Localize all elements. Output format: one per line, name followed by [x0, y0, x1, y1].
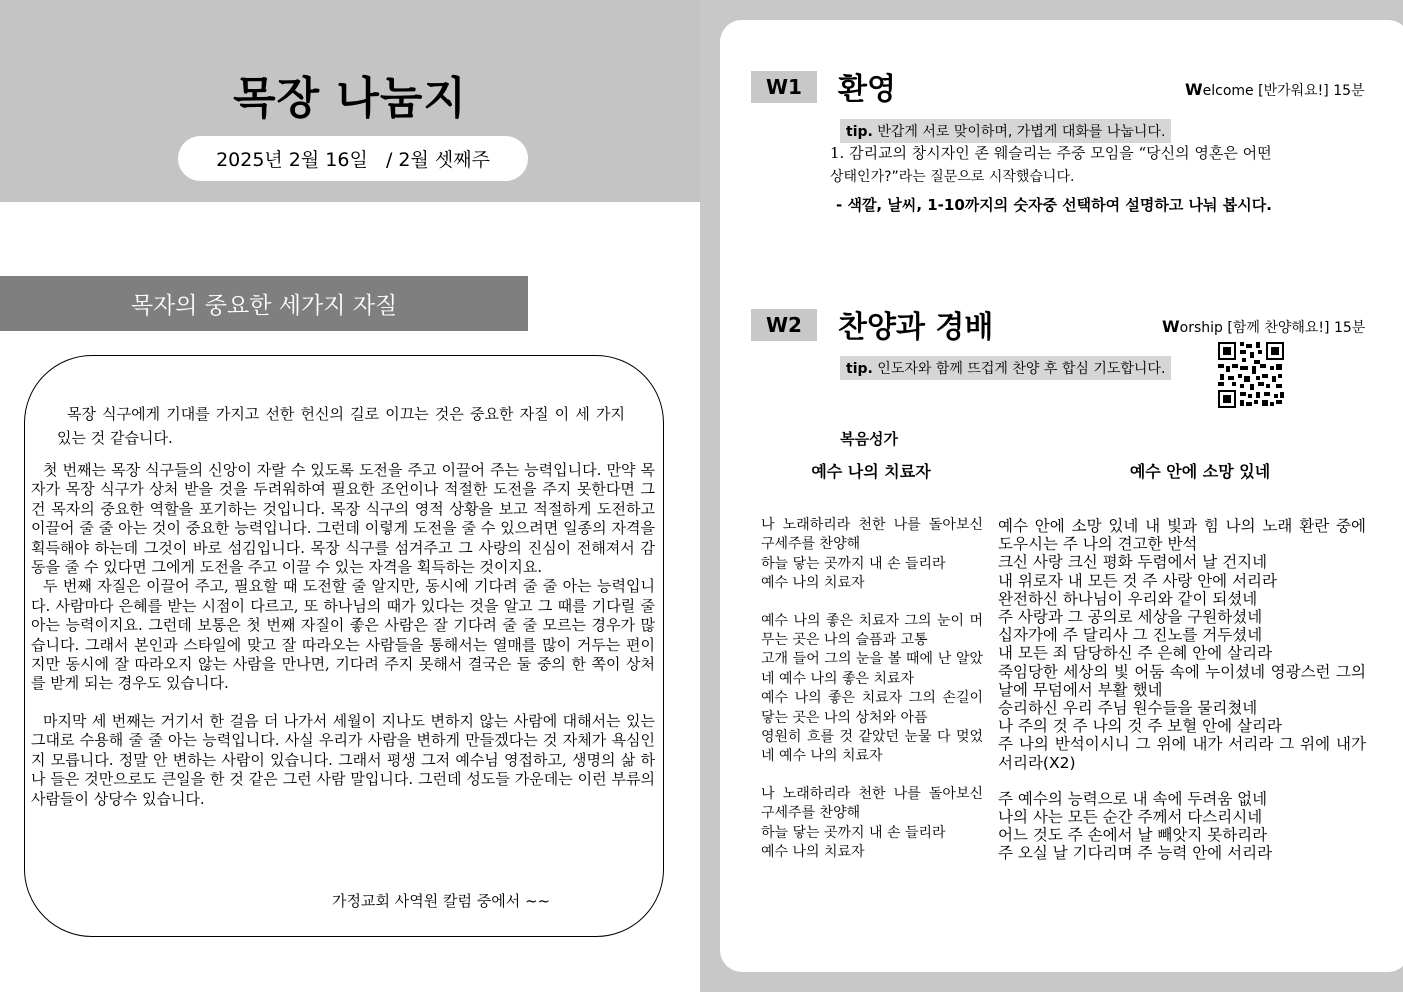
song1-verse-2: 예수 나의 좋은 치료자 그의 눈이 머무는 곳은 나의 슬픔과 고통 고개 들어 그의 눈을 볼 때에 난 알았네 예수 나의 좋은 치료자 예수 나의 좋은 치료자 그의 손길이 닿는 곳은 나의 상처와 아픔 영원히 흐를 것 같았던 눈물 다 멎었네 예수 나의 치료자	[761, 612, 983, 765]
w2-tip-label: tip.	[846, 361, 873, 377]
song2-verse-1: 예수 안에 소망 있네 내 빛과 힘 나의 노래 환란 중에 도우시는 주 나의 견고한 반석 크신 사랑 크신 평화 두렴에서 날 건지네 내 위로자 내 모든 것 주 사랑 안에 서리라 완전하신 하나님이 우리와 같이 되셨네 주 사랑과 그 공의로 세상을 구원하셨네 십자가에 주 달리사 그 진노를 거두셨네 내 모든 죄 담당하신 주 은혜 안에 살리라 죽임당한 세상의 빛 어둠 속에 누이셨네 영광스런 그의 날에 무덤에서 부활 했네 승리하신 우리 주님 원수들을 물리쳤네 나 주의 것 주 나의 것 주 보혈 안에 살리라 주 나의 반석이시니 그 위에 내가 서리라 그 위에 내가 서리라(X2)	[998, 517, 1366, 772]
song2-verse-2: 주 예수의 능력으로 내 속에 두려움 없네 나의 사는 모든 순간 주께서 다스리시네 어느 것도 주 손에서 날 빼앗지 못하리라 주 오실 날 기다리며 주 능력 안에 서리라	[998, 789, 1273, 863]
w2-subtitle	[1162, 317, 1365, 337]
article-body	[31, 402, 655, 809]
qr-code-icon[interactable]	[1216, 340, 1286, 410]
w1-question-line-1: 1. 감리교의 창시자인 존 웨슬리는 주중 모임을 “당신의 영혼은 어떤	[830, 144, 1272, 162]
w2-subtitle-initial: W	[1162, 317, 1180, 336]
w2-title: 찬양과 경배	[838, 310, 994, 345]
article-paragraph-2: 두 번째 자질은 이끌어 주고, 필요할 때 도전할 줄 알지만, 동시에 기다려 줄 줄 아는 능력입니다. 사람마다 은혜를 받는 시점이 다르고, 또 하나님의 때가 있다는 것을 알고 그 때를 기다릴 줄 아는 능력이지요. 그런데 보통은 첫 번째 자질이 좋은 사람은 잘 기다려 줄 줄 모르는 경우가 많습니다. 그래서 본인과 스타일에 맞고 잘 따라오는 사람들을 통해서는 열매를 많이 거두는 편이지만 동시에 잘 따라오지 않는 사람을 만나면, 기다려 주지 못해서 결국은 둘 중의 한 쪽이 상처를 받게 되는 경우도 있습니다.	[31, 577, 655, 693]
article-intro: 목장 식구에게 기대를 가지고 선한 헌신의 길로 이끄는 것은 중요한 자질 이 세 가지 있는 것 같습니다.	[57, 405, 625, 447]
gospel-label: 복음성가	[840, 430, 898, 448]
page-title: 목장 나눔지	[233, 73, 467, 124]
song1-verse-3: 나 노래하리라 천한 나를 돌아보신 구세주를 찬양해 하늘 닿는 곳까지 내 손 들리라 예수 나의 치료자	[761, 785, 983, 861]
w1-badge: W1	[751, 71, 817, 103]
w1-tip-label: tip.	[846, 124, 873, 140]
song2-title: 예수 안에 소망 있네	[1129, 462, 1271, 481]
w2-tip-text: 인도자와 함께 뜨겁게 찬양 후 합심 기도합니다.	[872, 361, 1166, 377]
song2-lyrics	[998, 517, 1366, 881]
w1-guide: - 색깔, 날씨, 1-10까지의 숫자중 선택하여 설명하고 나눠 봅시다.	[836, 196, 1272, 214]
w1-title: 환영	[838, 72, 896, 107]
w1-subtitle-rest: elcome [반가워요!] 15분	[1202, 83, 1365, 99]
w1-tip	[840, 119, 1171, 143]
w1-subtitle-initial: W	[1185, 80, 1203, 99]
date-text: 2025년 2월 16일 / 2월 셋째주	[216, 149, 490, 171]
section-title: 목자의 중요한 세가지 자질	[0, 276, 528, 331]
left-page	[0, 0, 700, 992]
article-paragraph-1: 첫 번째는 목장 식구들의 신앙이 자랄 수 있도록 도전을 주고 이끌어 주는 능력입니다. 만약 목자가 목장 식구가 상처 받을 것을 두려워하여 필요한 조언이나 적절한 도전을 주지 못한다면 그건 목자의 중요한 역할을 포기하는 것입니다. 목장 식구의 영적 상황을 보고 적절하게 도전하고 이끌어 줄 줄 아는 것이 중요한 능력입니다. 그런데 이렇게 도전을 줄 수 있으려면 일종의 자격을 획득해야 하는데 그것이 바로 섬김입니다. 목장 식구를 섬겨주고 그 사랑의 진심이 전해져서 감동을 줄 수 있다면 그에게 도전을 주고 이끌 수 있는 자격을 획득하는 것이지요.	[31, 461, 655, 577]
w1-question	[830, 141, 1320, 189]
w2-badge: W2	[751, 309, 817, 341]
w1-subtitle	[1185, 80, 1365, 100]
w1-tip-text: 반갑게 서로 맞이하며, 가볍게 대화를 나눕니다.	[872, 124, 1166, 140]
article-credit: 가정교회 사역원 칼럼 중에서 ~~	[332, 892, 551, 910]
song1-verse-1: 나 노래하리라 천한 나를 돌아보신 구세주를 찬양해 하늘 닿는 곳까지 내 손 들리라 예수 나의 치료자	[761, 517, 983, 592]
w2-tip	[840, 356, 1171, 380]
date-pill	[178, 136, 528, 181]
song1-title: 예수 나의 치료자	[811, 462, 931, 481]
w1-question-line-2: 상태인가?”라는 질문으로 시작했습니다.	[830, 169, 1075, 185]
song1-lyrics	[761, 516, 983, 881]
article-paragraph-3: 마지막 세 번째는 거기서 한 걸음 더 나가서 세월이 지나도 변하지 않는 사람에 대해서는 있는 그대로 수용해 줄 줄 아는 능력입니다. 사실 우리가 사람을 변하게 만들겠다는 것 자체가 욕심인지 모릅니다. 정말 안 변하는 사람이 있습니다. 그래서 평생 그저 예수님 영접하고, 생명의 삶 하나 들은 것만으로도 큰일을 한 것 같은 그런 사람 말입니다. 그런데 성도들 가운데는 이런 부류의 사람들이 상당수 있습니다.	[31, 711, 655, 808]
w2-subtitle-rest: orship [함께 찬양해요!] 15분	[1179, 320, 1366, 336]
